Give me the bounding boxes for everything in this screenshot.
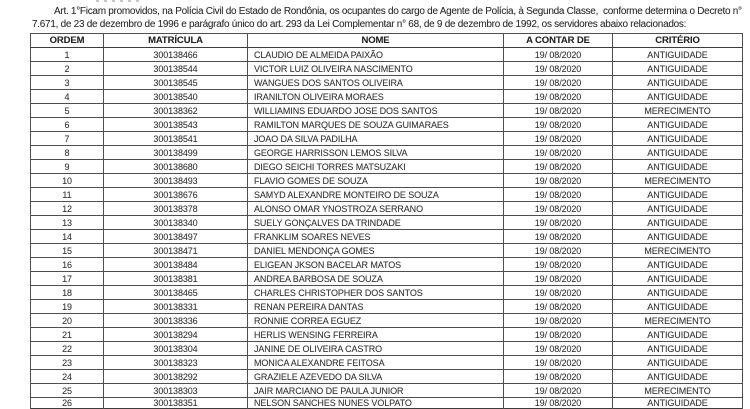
- cell-matricula: 300138381: [104, 272, 248, 286]
- cell-ordem: 17: [31, 272, 104, 286]
- cell-ordem: 16: [31, 258, 104, 272]
- table-row: [31, 160, 743, 174]
- cell-a-contar-de: 19/ 08/2020: [504, 384, 613, 398]
- cell-matricula: 300138545: [104, 76, 248, 90]
- table-row: [31, 244, 743, 258]
- cell-nome: GRAZIELE AZEVEDO DA SILVA: [248, 370, 504, 384]
- table-row: [31, 328, 743, 342]
- column-header-nome: NOME: [248, 34, 504, 48]
- cell-ordem: 10: [31, 174, 104, 188]
- cell-criterio: ANTIGUIDADE: [613, 272, 743, 286]
- cell-nome: WILLIAMINS EDUARDO JOSE DOS SANTOS: [248, 104, 504, 118]
- cell-criterio: ANTIGUIDADE: [613, 216, 743, 230]
- cell-matricula: 300138362: [104, 104, 248, 118]
- cell-a-contar-de: 19/ 08/2020: [504, 62, 613, 76]
- cell-a-contar-de: 19/ 08/2020: [504, 272, 613, 286]
- cell-criterio: MERECIMENTO: [613, 104, 743, 118]
- cell-matricula: 300138544: [104, 62, 248, 76]
- cell-a-contar-de: 19/ 08/2020: [504, 202, 613, 216]
- article-paragraph: [30, 6, 744, 31]
- cell-matricula: 300138676: [104, 188, 248, 202]
- cell-matricula: 300138465: [104, 286, 248, 300]
- table-row: [31, 62, 743, 76]
- cell-nome: SUELY GONÇALVES DA TRINDADE: [248, 216, 504, 230]
- table-header-row: [31, 34, 743, 48]
- table-row: [31, 76, 743, 90]
- cell-criterio: ANTIGUIDADE: [613, 160, 743, 174]
- cell-a-contar-de: 19/ 08/2020: [504, 216, 613, 230]
- cell-criterio: ANTIGUIDADE: [613, 356, 743, 370]
- cell-criterio: ANTIGUIDADE: [613, 202, 743, 216]
- cell-matricula: 300138466: [104, 48, 248, 62]
- cell-matricula: 300138497: [104, 230, 248, 244]
- cell-matricula: 300138294: [104, 328, 248, 342]
- cell-a-contar-de: 19/ 08/2020: [504, 188, 613, 202]
- cell-nome: JAIR MARCIANO DE PAULA JUNIOR: [248, 384, 504, 398]
- cell-nome: ANDREA BARBOSA DE SOUZA: [248, 272, 504, 286]
- cell-a-contar-de: 19/ 08/2020: [504, 286, 613, 300]
- cell-ordem: 12: [31, 202, 104, 216]
- table-row: [31, 146, 743, 160]
- cell-matricula: 300138493: [104, 174, 248, 188]
- column-header-ordem: ORDEM: [31, 34, 104, 48]
- cell-matricula: 300138292: [104, 370, 248, 384]
- cell-ordem: 8: [31, 146, 104, 160]
- cell-nome: JANINE DE OLIVEIRA CASTRO: [248, 342, 504, 356]
- cell-a-contar-de: 19/ 08/2020: [504, 132, 613, 146]
- cell-nome: CLAUDIO DE ALMEIDA PAIXÃO: [248, 48, 504, 62]
- table-row: [31, 216, 743, 230]
- cell-nome: JOAO DA SILVA PADILHA: [248, 132, 504, 146]
- cell-nome: CHARLES CHRISTOPHER DOS SANTOS: [248, 286, 504, 300]
- table-row: [31, 300, 743, 314]
- cell-nome: VICTOR LUIZ OLIVEIRA NASCIMENTO: [248, 62, 504, 76]
- cell-criterio: ANTIGUIDADE: [613, 230, 743, 244]
- table-row: [31, 342, 743, 356]
- cell-a-contar-de: 19/ 08/2020: [504, 328, 613, 342]
- cell-nome: FLAVIO GOMES DE SOUZA: [248, 174, 504, 188]
- table-body: [31, 48, 743, 409]
- table-row: [31, 384, 743, 398]
- cell-criterio: MERECIMENTO: [613, 174, 743, 188]
- cell-a-contar-de: 19/ 08/2020: [504, 342, 613, 356]
- cell-nome: RAMILTON MARQUES DE SOUZA GUIMARAES: [248, 118, 504, 132]
- column-header-criterio: CRITÉRIO: [613, 34, 743, 48]
- cell-criterio: ANTIGUIDADE: [613, 188, 743, 202]
- cell-criterio: ANTIGUIDADE: [613, 48, 743, 62]
- cell-nome: ALONSO OMAR YNOSTROZA SERRANO: [248, 202, 504, 216]
- cell-a-contar-de: 19/ 08/2020: [504, 356, 613, 370]
- cell-ordem: 13: [31, 216, 104, 230]
- table-row: [31, 370, 743, 384]
- cell-ordem: 1: [31, 48, 104, 62]
- cell-ordem: 21: [31, 328, 104, 342]
- cell-ordem: 26: [31, 398, 104, 409]
- cell-nome: SAMYD ALEXANDRE MONTEIRO DE SOUZA: [248, 188, 504, 202]
- cell-a-contar-de: 19/ 08/2020: [504, 90, 613, 104]
- cell-a-contar-de: 19/ 08/2020: [504, 314, 613, 328]
- cell-matricula: 300138340: [104, 216, 248, 230]
- cell-ordem: 22: [31, 342, 104, 356]
- cell-criterio: ANTIGUIDADE: [613, 76, 743, 90]
- table-row: [31, 104, 743, 118]
- table-row: [31, 202, 743, 216]
- cell-criterio: ANTIGUIDADE: [613, 62, 743, 76]
- cell-criterio: ANTIGUIDADE: [613, 342, 743, 356]
- cell-criterio: ANTIGUIDADE: [613, 328, 743, 342]
- cell-a-contar-de: 19/ 08/2020: [504, 48, 613, 62]
- cell-criterio: ANTIGUIDADE: [613, 286, 743, 300]
- table-row: [31, 48, 743, 62]
- cell-criterio: ANTIGUIDADE: [613, 146, 743, 160]
- cell-nome: NELSON SANCHES NUNES VOLPATO: [248, 398, 504, 409]
- cell-ordem: 19: [31, 300, 104, 314]
- cell-ordem: 24: [31, 370, 104, 384]
- table-row: [31, 272, 743, 286]
- cell-ordem: 3: [31, 76, 104, 90]
- table-row: [31, 356, 743, 370]
- table-row: [31, 398, 743, 409]
- table-row: [31, 230, 743, 244]
- cell-criterio: ANTIGUIDADE: [613, 370, 743, 384]
- cell-ordem: 18: [31, 286, 104, 300]
- cell-criterio: ANTIGUIDADE: [613, 90, 743, 104]
- cell-matricula: 300138336: [104, 314, 248, 328]
- cell-criterio: ANTIGUIDADE: [613, 258, 743, 272]
- cell-matricula: 300138484: [104, 258, 248, 272]
- cell-matricula: 300138351: [104, 398, 248, 409]
- clipped-text-fragment: [96, 0, 142, 2]
- cell-a-contar-de: 19/ 08/2020: [504, 160, 613, 174]
- cell-ordem: 2: [31, 62, 104, 76]
- promotion-table: [30, 33, 743, 409]
- cell-ordem: 5: [31, 104, 104, 118]
- cell-nome: MONICA ALEXANDRE FEITOSA: [248, 356, 504, 370]
- cell-a-contar-de: 19/ 08/2020: [504, 174, 613, 188]
- cell-a-contar-de: 19/ 08/2020: [504, 118, 613, 132]
- article-paragraph-line-2: 7.671, de 23 de dezembro de 1996 e parágrafo único do art. 293 da Lei Complementar n° 68, de 9 de dezembro de 1992, os servidores abaixo relacionados:: [32, 18, 687, 30]
- cell-criterio: MERECIMENTO: [613, 384, 743, 398]
- cell-a-contar-de: 19/ 08/2020: [504, 300, 613, 314]
- article-paragraph-line-1: Art. 1°Ficam promovidos, na Polícia Civil do Estado de Rondônia, os ocupantes do cargo de Agente de Polícia, à Segunda Classe, conforme determina o Decreto n°: [54, 6, 742, 17]
- cell-nome: ELIGEAN JKSON BACELAR MATOS: [248, 258, 504, 272]
- cell-criterio: ANTIGUIDADE: [613, 132, 743, 146]
- cell-matricula: 300138543: [104, 118, 248, 132]
- table-row: [31, 118, 743, 132]
- table-row: [31, 258, 743, 272]
- table-row: [31, 314, 743, 328]
- cell-a-contar-de: 19/ 08/2020: [504, 244, 613, 258]
- cell-a-contar-de: 19/ 08/2020: [504, 230, 613, 244]
- cell-ordem: 6: [31, 118, 104, 132]
- cell-matricula: 300138303: [104, 384, 248, 398]
- cell-nome: DANIEL MENDONÇA GOMES: [248, 244, 504, 258]
- cell-nome: IRANILTON OLIVEIRA MORAES: [248, 90, 504, 104]
- cell-matricula: 300138331: [104, 300, 248, 314]
- cell-a-contar-de: 19/ 08/2020: [504, 146, 613, 160]
- column-header-matricula: MATRÍCULA: [104, 34, 248, 48]
- cell-matricula: 300138378: [104, 202, 248, 216]
- cell-a-contar-de: 19/ 08/2020: [504, 370, 613, 384]
- cell-ordem: 14: [31, 230, 104, 244]
- cell-nome: GEORGE HARRISSON LEMOS SILVA: [248, 146, 504, 160]
- table-row: [31, 286, 743, 300]
- cell-nome: WANGUES DOS SANTOS OLIVEIRA: [248, 76, 504, 90]
- table-row: [31, 174, 743, 188]
- cell-matricula: 300138471: [104, 244, 248, 258]
- cell-criterio: MERECIMENTO: [613, 314, 743, 328]
- cell-ordem: 11: [31, 188, 104, 202]
- cell-a-contar-de: 19/ 08/2020: [504, 258, 613, 272]
- cell-matricula: 300138499: [104, 146, 248, 160]
- cell-matricula: 300138540: [104, 90, 248, 104]
- table-row: [31, 90, 743, 104]
- cell-criterio: MERECIMENTO: [613, 244, 743, 258]
- cell-nome: RENAN PEREIRA DANTAS: [248, 300, 504, 314]
- cell-criterio: ANTIGUIDADE: [613, 118, 743, 132]
- table-row: [31, 188, 743, 202]
- cell-ordem: 15: [31, 244, 104, 258]
- cell-ordem: 9: [31, 160, 104, 174]
- cell-nome: RONNIE CORREA EGUEZ: [248, 314, 504, 328]
- cell-ordem: 25: [31, 384, 104, 398]
- cell-a-contar-de: 19/ 08/2020: [504, 76, 613, 90]
- cell-nome: DIEGO SEICHI TORRES MATSUZAKI: [248, 160, 504, 174]
- cell-a-contar-de: 19/ 08/2020: [504, 104, 613, 118]
- cell-matricula: 300138323: [104, 356, 248, 370]
- cell-ordem: 20: [31, 314, 104, 328]
- cell-ordem: 23: [31, 356, 104, 370]
- column-header-contar: A CONTAR DE: [504, 34, 613, 48]
- cell-matricula: 300138541: [104, 132, 248, 146]
- cell-nome: HERLIS WENSING FERREIRA: [248, 328, 504, 342]
- cell-nome: FRANKLIM SOARES NEVES: [248, 230, 504, 244]
- cell-criterio: ANTIGUIDADE: [613, 300, 743, 314]
- cell-matricula: 300138680: [104, 160, 248, 174]
- cell-matricula: 300138304: [104, 342, 248, 356]
- cell-ordem: 4: [31, 90, 104, 104]
- table-row: [31, 132, 743, 146]
- cell-criterio: ANTIGUIDADE: [613, 398, 743, 409]
- cell-a-contar-de: 19/ 08/2020: [504, 398, 613, 409]
- cell-ordem: 7: [31, 132, 104, 146]
